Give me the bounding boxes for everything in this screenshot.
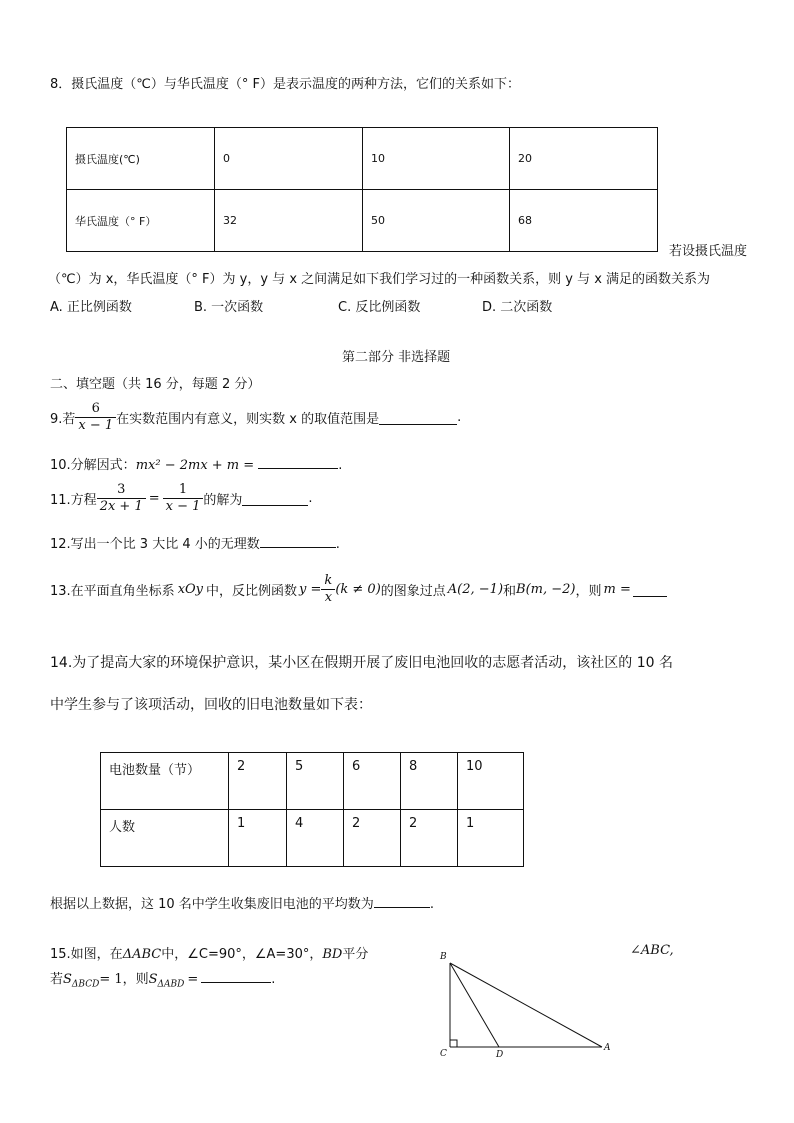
- q12: [50, 533, 340, 552]
- q15-bd: BD: [322, 947, 343, 962]
- q8-option-c: C. 反比例函数: [338, 300, 421, 315]
- table-cell: 2: [344, 810, 401, 867]
- q15-comma: ，: [122, 972, 136, 987]
- q8-option-a: A. 正比例函数: [50, 300, 132, 315]
- table-cell: 20: [510, 128, 658, 190]
- q11-end: .: [308, 491, 313, 506]
- q11: [50, 482, 313, 515]
- q12-answer-blank[interactable]: [260, 533, 336, 548]
- q13-x: x: [324, 590, 333, 605]
- q11-left-fraction: [97, 482, 146, 515]
- q15-prefix: 15.如图，在: [50, 947, 123, 962]
- q13-answer-blank[interactable]: [633, 582, 667, 597]
- table-row: [67, 190, 658, 252]
- q15-s-abd: S: [148, 972, 158, 987]
- q13-point-a: A(2, −1): [447, 582, 504, 597]
- q13-condition: (k ≠ 0): [335, 582, 381, 597]
- table-cell: 1: [229, 810, 287, 867]
- q10-answer-blank[interactable]: [258, 454, 338, 469]
- q13-mid: 中，反比例函数: [206, 584, 298, 599]
- q11-prefix: 11.方程: [50, 493, 97, 508]
- q10-prefix: 10.分解因式：: [50, 458, 136, 473]
- table-cell: 4: [287, 810, 344, 867]
- q9-fraction: [75, 401, 116, 434]
- q10-end: .: [338, 458, 343, 473]
- q15-line1: [50, 943, 368, 962]
- q15-eq1: = 1: [99, 972, 123, 987]
- q11-equals: =: [148, 491, 160, 506]
- fill-section-title: 二、填空题（共 16 分，每题 2 分）: [50, 377, 261, 392]
- label-a: A: [604, 1043, 611, 1053]
- q8-continuation: （℃）为 x，华氏温度（° F）为 y，y 与 x 之间满足如下我们学习过的一种函数关系，则 y 与 x 满足的函数关系为: [48, 272, 711, 287]
- q14-result: [50, 893, 434, 912]
- q11-text: 的解为: [203, 493, 243, 508]
- q9-end: .: [457, 410, 462, 425]
- q15-line2: [50, 968, 275, 990]
- q8-after-table: 若设摄氏温度: [669, 244, 748, 259]
- q13-xoy: xOy: [177, 582, 204, 597]
- triangle-figure: [430, 945, 620, 1065]
- q13-and: 和: [503, 584, 517, 599]
- q9-text: 在实数范围内有意义，则实数 x 的取值范围是: [116, 412, 380, 427]
- table-cell: 10: [458, 753, 524, 810]
- segment-bd: [450, 963, 499, 1047]
- q15-s-bcd-sub: ΔBCD: [71, 979, 100, 990]
- q13: [50, 573, 667, 606]
- q15-end: .: [271, 972, 276, 987]
- q9-answer-blank[interactable]: [379, 410, 457, 425]
- table-cell: 2: [229, 753, 287, 810]
- table-row: [101, 810, 524, 867]
- q8-option-b: B. 一次函数: [194, 300, 264, 315]
- q15-angle: ∠ABC,: [630, 943, 674, 958]
- q10: [50, 454, 342, 473]
- q11-l-num: 3: [97, 482, 146, 499]
- q10-expr: mx² − 2mx + m =: [135, 458, 255, 473]
- segment-ba: [450, 963, 602, 1047]
- table-row: [101, 753, 524, 810]
- q11-r-num: 1: [163, 482, 204, 499]
- q9-frac-num: 6: [75, 401, 116, 418]
- q15-then: 则: [135, 972, 149, 987]
- q9-number: 9.若: [50, 412, 76, 427]
- table-cell: 华氏温度（° F）: [67, 190, 215, 252]
- table-cell: 2: [401, 810, 458, 867]
- table-cell: 人数: [101, 810, 229, 867]
- q13-point-b: B(m, −2): [516, 582, 576, 597]
- table-cell: 摄氏温度(℃): [67, 128, 215, 190]
- q9-frac-den: x − 1: [78, 418, 114, 433]
- q15-s-abd-sub: ΔABD: [157, 979, 185, 990]
- q14-end: .: [429, 897, 434, 912]
- table-cell: 8: [401, 753, 458, 810]
- q12-text: 12.写出一个比 3 大比 4 小的无理数: [50, 537, 260, 552]
- q14-line1: 14.为了提高大家的环境保护意识，某小区在假期开展了废旧电池回收的志愿者活动，该社区的 10 名: [50, 655, 673, 671]
- part-title: 第二部分 非选择题: [342, 350, 451, 365]
- table-cell: 电池数量（节）: [101, 753, 229, 810]
- table-cell: 10: [363, 128, 510, 190]
- q15-eq2: =: [187, 972, 199, 987]
- q13-m-eq: m =: [603, 582, 631, 597]
- q8-option-d: D. 二次函数: [482, 300, 553, 315]
- q13-fraction: [321, 573, 335, 606]
- q14-answer-blank[interactable]: [374, 893, 430, 908]
- q15-bisect: 平分: [342, 947, 369, 962]
- q15-answer-blank[interactable]: [201, 968, 271, 983]
- q15-mid: 中，∠C=90°，∠A=30°，: [161, 947, 323, 962]
- q15-triangle: ΔABC: [122, 947, 162, 962]
- label-c: C: [440, 1049, 447, 1059]
- label-d: D: [496, 1050, 504, 1060]
- table-cell: 6: [344, 753, 401, 810]
- right-angle-mark: [450, 1040, 457, 1047]
- table-cell: 5: [287, 753, 344, 810]
- battery-table: [100, 752, 524, 867]
- temperature-table: [66, 127, 658, 252]
- table-cell: 1: [458, 810, 524, 867]
- q11-right-fraction: [163, 482, 204, 515]
- q15-s-bcd: S: [63, 972, 72, 987]
- q9: [50, 401, 461, 434]
- q11-l-den: 2x + 1: [99, 499, 143, 514]
- q13-y-eq: y =: [299, 582, 322, 597]
- q13-prefix: 13.在平面直角坐标系: [50, 584, 175, 599]
- table-cell: 68: [510, 190, 658, 252]
- q13-tail: ，则: [575, 584, 602, 599]
- table-cell: 0: [215, 128, 363, 190]
- label-b: B: [440, 952, 447, 962]
- q14-result-text: 根据以上数据，这 10 名中学生收集废旧电池的平均数为: [50, 897, 374, 912]
- q8-stem: 8．摄氏温度（℃）与华氏温度（° F）是表示温度的两种方法，它们的关系如下：: [50, 77, 520, 92]
- q13-mid2: 的图象过点: [380, 584, 446, 599]
- q13-k: k: [321, 573, 335, 590]
- table-cell: 50: [363, 190, 510, 252]
- table-row: [67, 128, 658, 190]
- q11-r-den: x − 1: [165, 499, 201, 514]
- table-cell: 32: [215, 190, 363, 252]
- q12-end: .: [335, 537, 340, 552]
- q14-line2: 中学生参与了该项活动，回收的旧电池数量如下表：: [50, 697, 372, 713]
- q15-line2-pre: 若: [50, 972, 64, 987]
- q11-answer-blank[interactable]: [242, 491, 308, 506]
